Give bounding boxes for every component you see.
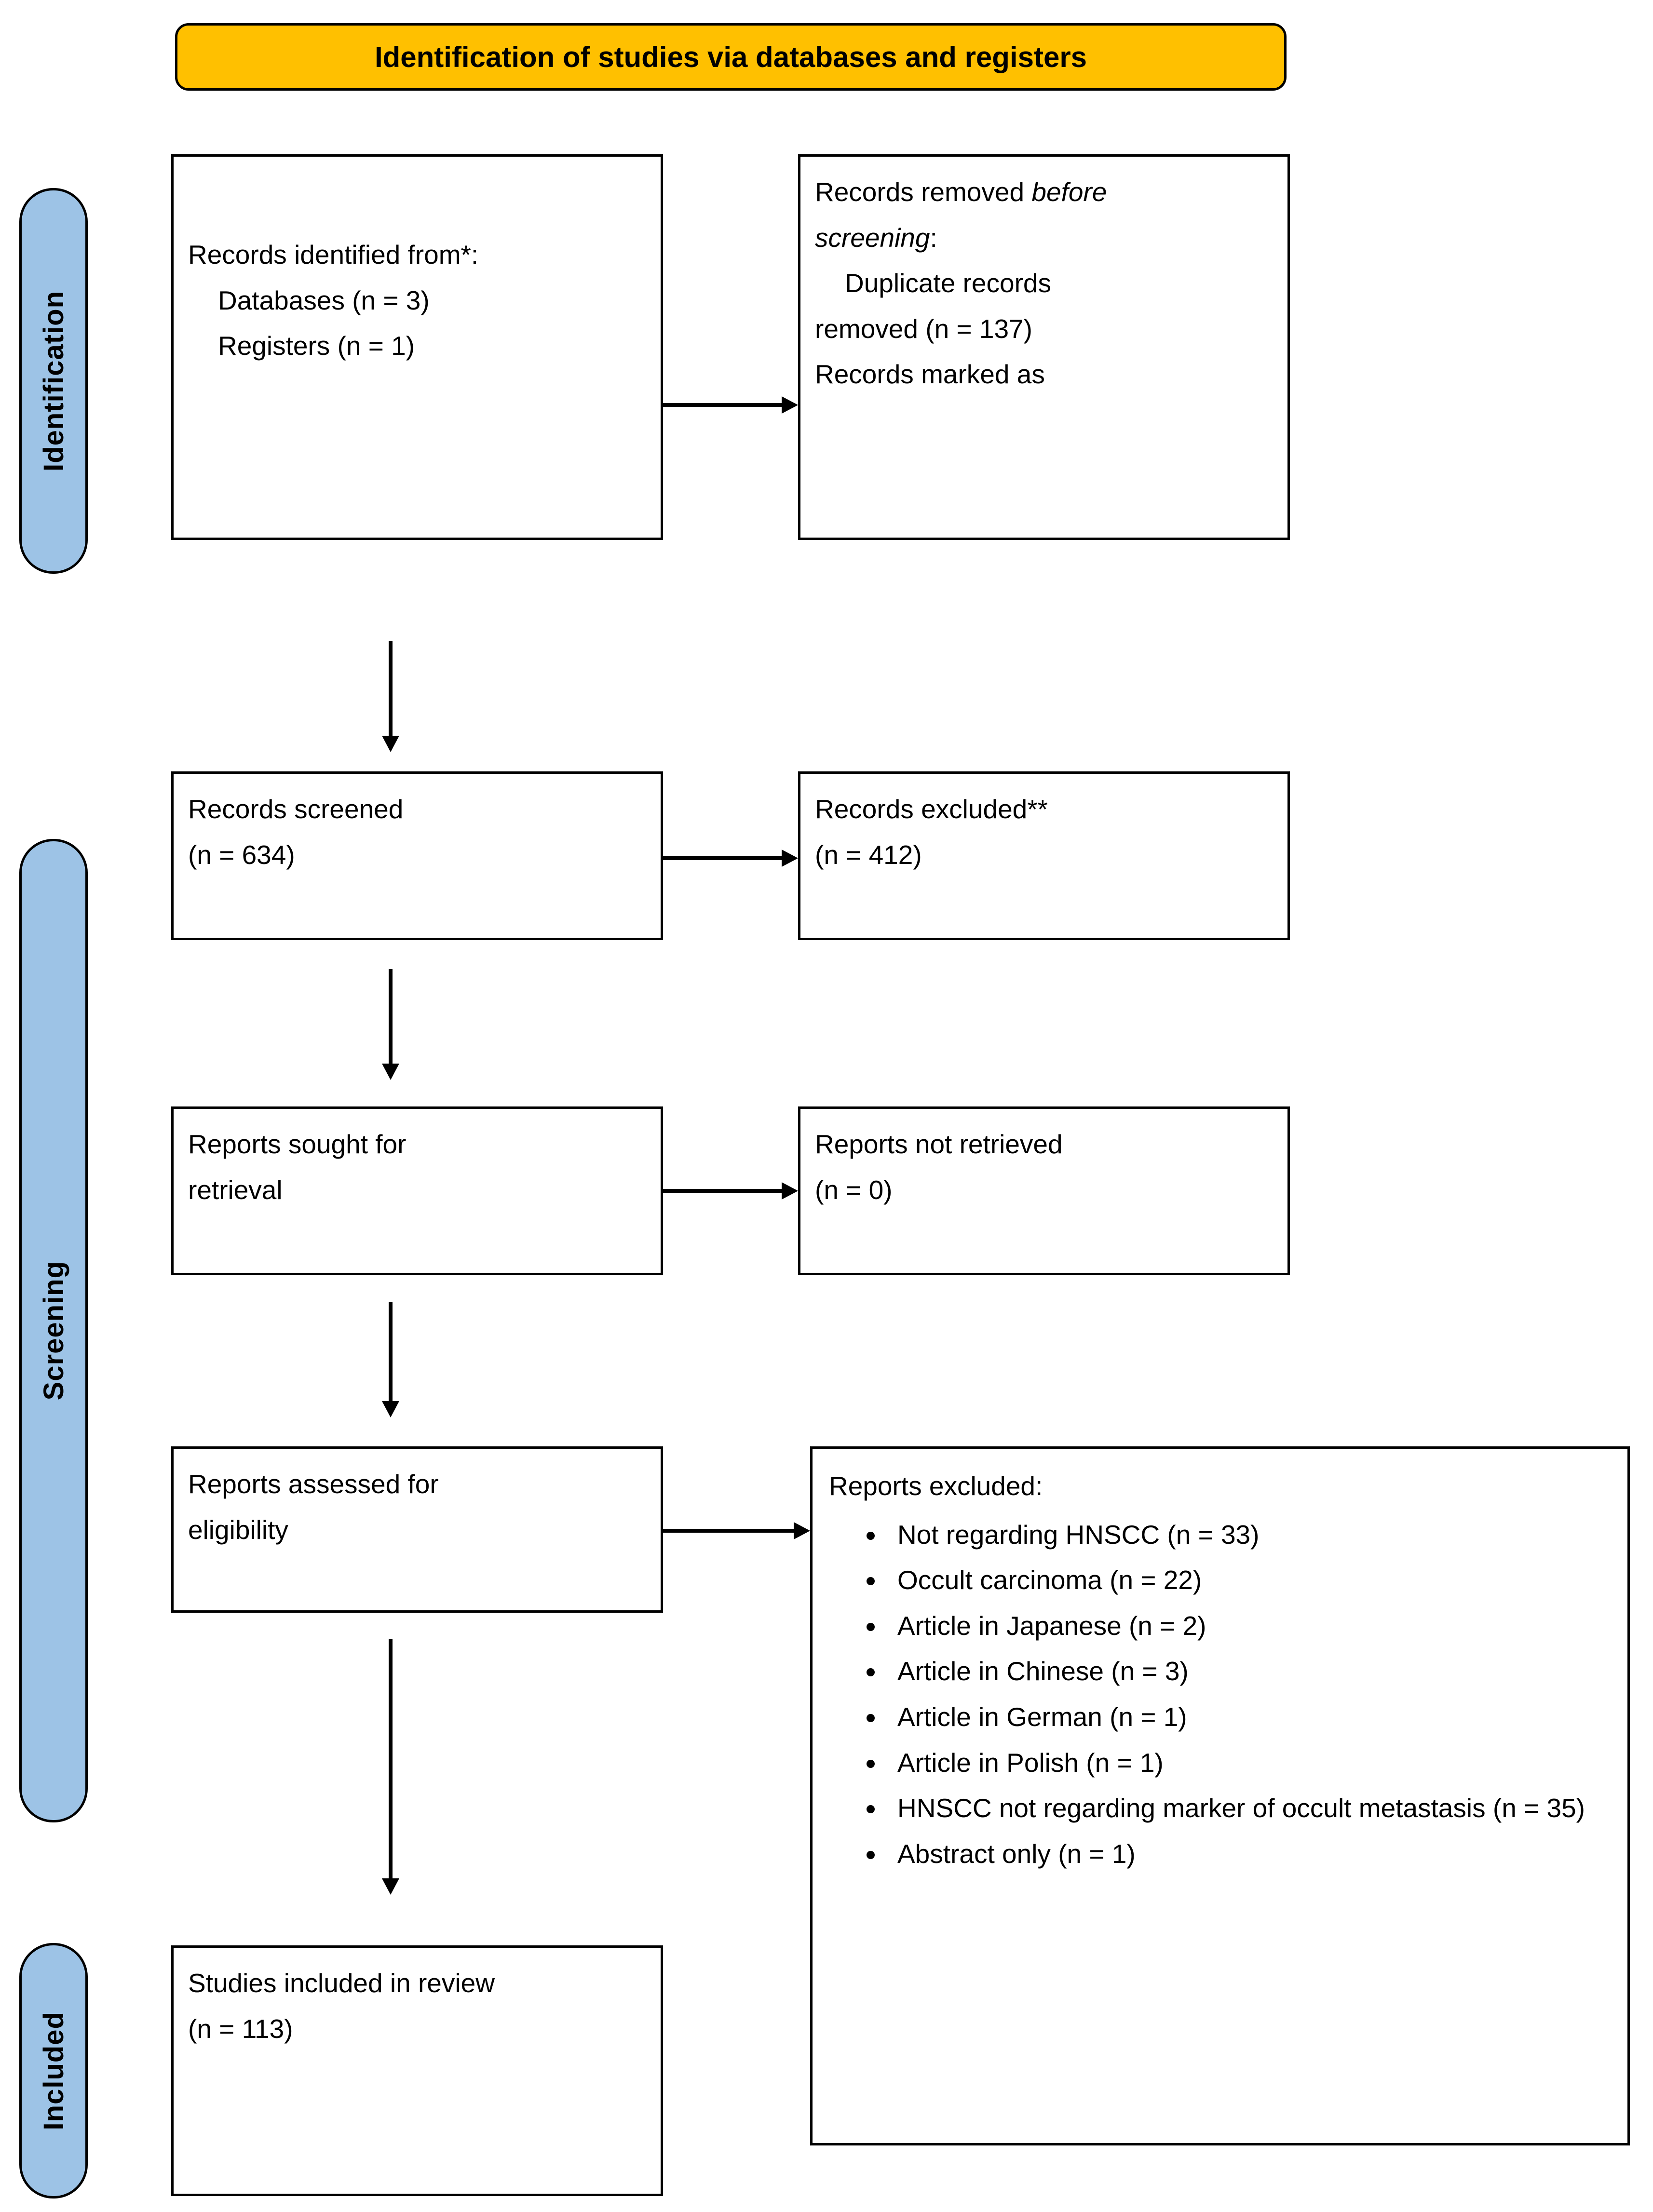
reports-excluded-title: Reports excluded: (829, 1471, 1043, 1501)
records-identified-registers: Registers (n = 1) (218, 331, 415, 361)
list-item: • Article in German (n = 1) (886, 1694, 1611, 1740)
box-records-excluded (798, 771, 1290, 940)
records-excluded-line2: (n = 412) (815, 839, 922, 870)
reports-sought-line1: Reports sought for (188, 1129, 406, 1159)
list-item: • Abstract only (n = 1) (886, 1831, 1611, 1877)
records-removed-line2: screening: (815, 222, 937, 253)
stage-label-identification-text: Identification (38, 290, 69, 472)
stage-label-identification (19, 188, 88, 574)
studies-included-line1: Studies included in review (188, 1968, 495, 1998)
reports-not-retrieved-line2: (n = 0) (815, 1174, 893, 1205)
stage-label-screening-text: Screening (38, 1261, 69, 1401)
list-item: • Article in Polish (n = 1) (886, 1740, 1611, 1786)
reports-not-retrieved-line1: Reports not retrieved (815, 1129, 1063, 1159)
studies-included-line2: (n = 113) (188, 2013, 293, 2044)
arrow-identified-to-removed (663, 398, 803, 412)
stage-label-included-text: Included (38, 2011, 69, 2131)
reports-assessed-line2: eligibility (188, 1514, 288, 1545)
records-identified-line1: Records identified from*: (188, 240, 479, 270)
box-records-screened (171, 771, 663, 940)
arrow-identified-to-screened (383, 641, 398, 757)
box-records-removed-before-screening (798, 154, 1290, 540)
diagram-title-text: Identification of studies via databases and registers (374, 40, 1087, 73)
reports-assessed-line1: Reports assessed for (188, 1469, 439, 1499)
records-excluded-line1: Records excluded** (815, 794, 1048, 824)
box-reports-excluded (810, 1446, 1630, 2145)
diagram-title-banner (175, 23, 1287, 91)
reports-excluded-list (829, 1512, 1611, 1877)
records-removed-line1: Records removed before (815, 177, 1107, 207)
records-screened-line1: Records screened (188, 794, 404, 824)
list-item: • HNSCC not regarding marker of occult metastasis (n = 35) (886, 1785, 1611, 1831)
box-reports-sought (171, 1106, 663, 1275)
arrow-screened-to-sought (383, 969, 398, 1085)
records-removed-marked-line: Records marked as (815, 359, 1045, 390)
list-item: • Occult carcinoma (n = 22) (886, 1557, 1611, 1603)
box-reports-not-retrieved (798, 1106, 1290, 1275)
arrow-assessed-to-reports-excluded (663, 1524, 815, 1538)
arrow-sought-to-not-retrieved (663, 1184, 803, 1198)
records-screened-line2: (n = 634) (188, 839, 295, 870)
arrow-sought-to-assessed (383, 1302, 398, 1422)
list-item: • Not regarding HNSCC (n = 33) (886, 1512, 1611, 1558)
box-studies-included (171, 1945, 663, 2196)
box-reports-assessed (171, 1446, 663, 1613)
reports-sought-line2: retrieval (188, 1174, 283, 1205)
arrow-screened-to-excluded (663, 851, 803, 865)
arrow-assessed-to-included (383, 1639, 398, 1900)
list-item: • Article in Japanese (n = 2) (886, 1603, 1611, 1649)
stage-label-screening (19, 839, 88, 1822)
records-identified-databases: Databases (n = 3) (218, 285, 430, 315)
records-removed-duplicates-line1: Duplicate records (845, 268, 1051, 298)
box-records-identified (171, 154, 663, 540)
stage-label-included (19, 1943, 88, 2199)
list-item: • Article in Chinese (n = 3) (886, 1648, 1611, 1694)
records-removed-duplicates-line2: removed (n = 137) (815, 313, 1032, 344)
